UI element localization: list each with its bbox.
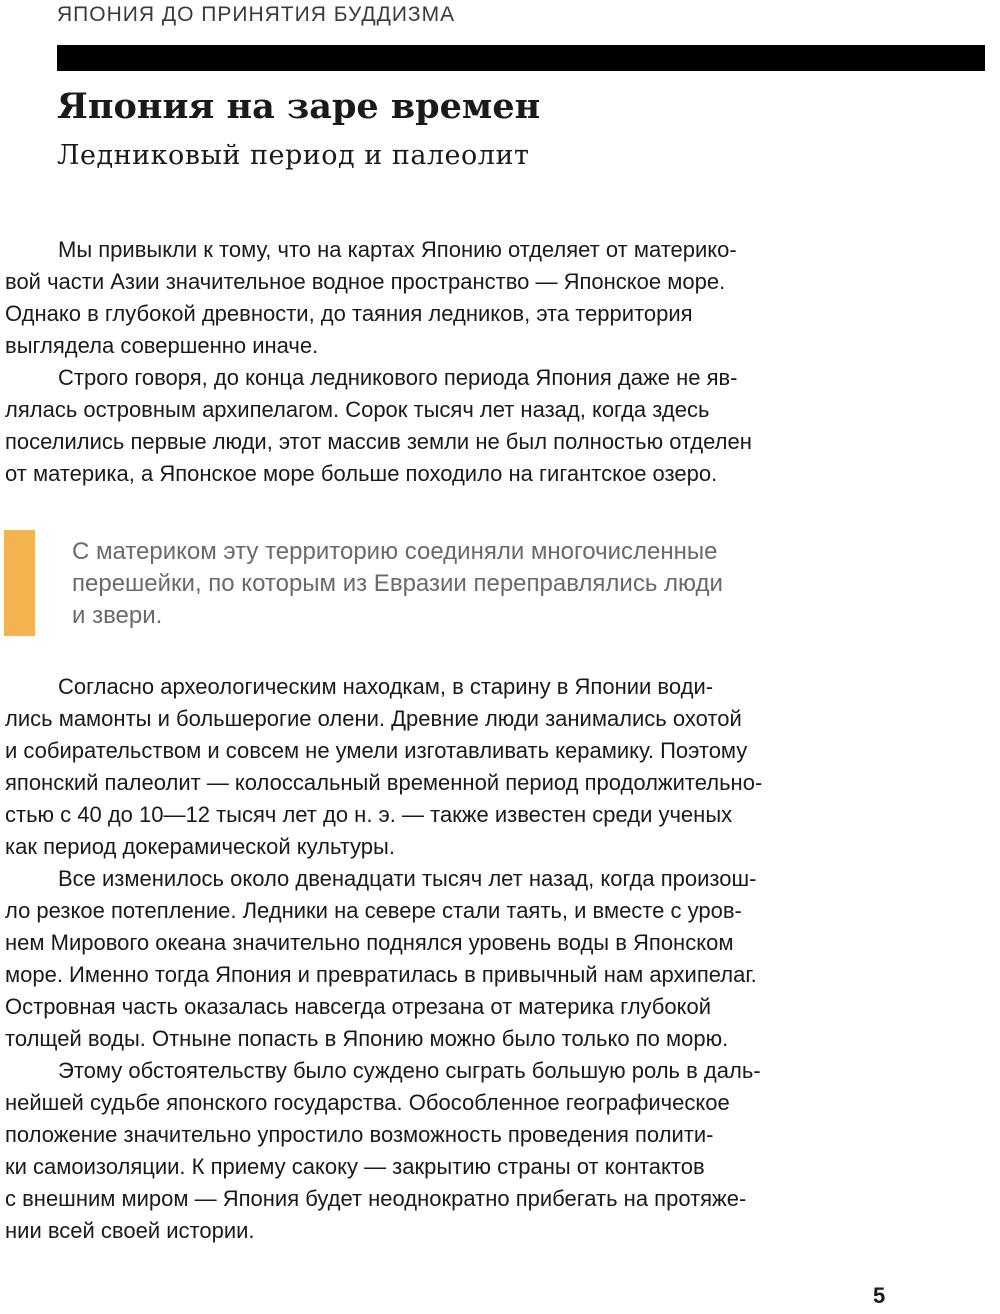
text-line: Строго говоря, до конца ледникового периода Япония даже не яв- (58, 365, 738, 390)
text-line: море. Именно тогда Япония и превратилась в привычный нам архипелаг. (5, 962, 757, 987)
header-bar (57, 45, 985, 71)
page-number: 5 (873, 1283, 886, 1308)
pull-quote-line: и звери. (72, 602, 163, 629)
text-line: как период докерамической культуры. (5, 834, 395, 859)
text-line: Однако в глубокой древности, до таяния ледников, эта территория (5, 301, 693, 326)
text-line: выглядела совершенно иначе. (5, 333, 319, 358)
paragraph (5, 234, 865, 362)
text-line: ки самоизоляции. К приему сакоку — закрытию страны от контактов (5, 1154, 705, 1179)
text-line: вой части Азии значительное водное пространство — Японское море. (5, 269, 726, 294)
text-line: нии всей своей истории. (5, 1218, 255, 1243)
paragraph (5, 1055, 865, 1247)
text-line: Согласно археологическим находкам, в старину в Японии води- (58, 674, 714, 699)
chapter-title: Япония на заре времен (57, 86, 541, 127)
text-line: положение значительно упростило возможность проведения полити- (5, 1122, 714, 1147)
chapter-subtitle: Ледниковый период и палеолит (57, 140, 530, 171)
running-header: ЯПОНИЯ ДО ПРИНЯТИЯ БУДДИЗМА (57, 3, 456, 26)
text-line: японский палеолит — колоссальный временной период продолжительно- (5, 770, 763, 795)
text-line: лялась островным архипелагом. Сорок тысяч лет назад, когда здесь (5, 397, 710, 422)
text-line: толщей воды. Отныне попасть в Японию можно было только по морю. (5, 1026, 729, 1051)
pull-quote-line: перешейки, по которым из Евразии переправлялись люди (72, 570, 723, 597)
text-line: и собирательством и совсем не умели изготавливать керамику. Поэтому (5, 738, 748, 763)
text-line: Все изменилось около двенадцати тысяч лет назад, когда произош- (58, 866, 757, 891)
text-line: ло резкое потепление. Ледники на севере стали таять, и вместе с уров- (5, 898, 742, 923)
text-line: поселились первые люди, этот массив земли не был полностью отделен (5, 429, 752, 454)
text-line: лись мамонты и большерогие олени. Древние люди занимались охотой (5, 706, 742, 731)
text-line: с внешним миром — Япония будет неоднократно прибегать на протяже- (5, 1186, 747, 1211)
text-line: Островная часть оказалась навсегда отрезана от материка глубокой (5, 994, 712, 1019)
pull-quote-accent-bar (4, 530, 35, 636)
pull-quote (72, 536, 852, 632)
text-line: нем Мирового океана значительно поднялся уровень воды в Японском (5, 930, 734, 955)
text-line: Этому обстоятельству было суждено сыграть большую роль в даль- (58, 1058, 761, 1083)
paragraph (5, 362, 865, 490)
text-line: стью с 40 до 10—12 тысяч лет до н. э. — также известен среди ученых (5, 802, 733, 827)
body-text-part-1 (5, 234, 865, 490)
text-line: от материка, а Японское море больше походило на гигантское озеро. (5, 461, 718, 486)
text-line: Мы привыкли к тому, что на картах Японию отделяет от материко- (58, 237, 737, 262)
paragraph (5, 671, 865, 863)
pull-quote-line: С материком эту территорию соединяли многочисленные (72, 538, 718, 565)
paragraph (5, 863, 865, 1055)
body-text-part-2 (5, 671, 865, 1247)
text-line: нейшей судьбе японского государства. Обособленное географическое (5, 1090, 730, 1115)
